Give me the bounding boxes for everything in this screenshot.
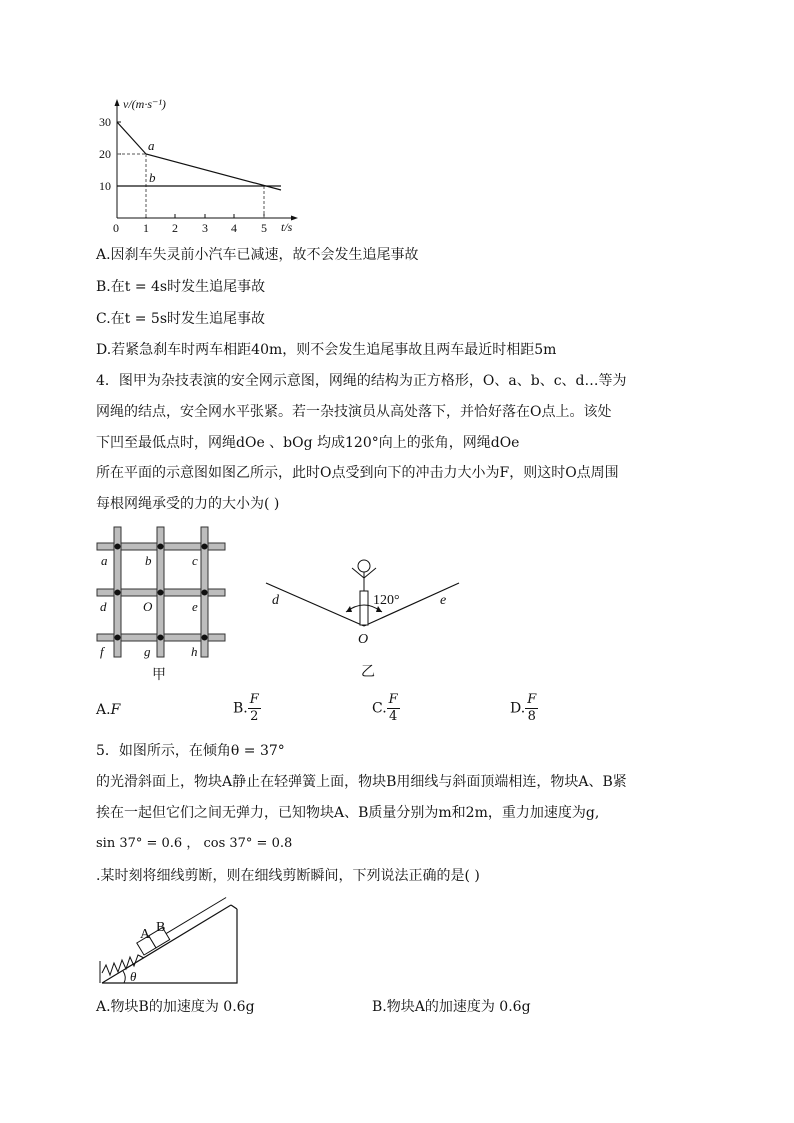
q4-option-b: B. $\frac{F}{2}$ bbox=[233, 692, 259, 724]
node-label: c bbox=[192, 553, 198, 568]
q3-option-a: A.因刹车失灵前小汽车已减速，故不会发生追尾事故 bbox=[96, 247, 419, 263]
figure-yi-ropes bbox=[260, 548, 470, 683]
q3-option-c: C.在t = 5s时发生追尾事故 bbox=[96, 311, 266, 327]
y-tick: 20 bbox=[99, 147, 111, 161]
q4-stem-line: 网绳的结点，安全网水平张紧。若一杂技演员从高处落下，并恰好落在O点上。该处 bbox=[96, 404, 612, 420]
q5-option-b: B.物块A的加速度为 0.6g bbox=[372, 999, 531, 1015]
q3-option-d: D.若紧急刹车时两车相距40m，则不会发生追尾事故且两车最近时相距5m bbox=[96, 342, 557, 358]
node-label: a bbox=[101, 553, 108, 568]
node-label: g bbox=[144, 644, 151, 659]
q5-stem-line: sin 37° = 0.6 ， cos 37° = 0.8 bbox=[96, 836, 293, 851]
x-tick: 0 bbox=[113, 221, 119, 235]
x-tick: 5 bbox=[261, 221, 267, 235]
q4-stem-line: 每根网绳承受的力的大小为( ) bbox=[96, 496, 280, 512]
q4-option-c: C. $\frac{F}{4}$ bbox=[372, 692, 398, 724]
q4-stem-line: 所在平面的示意图如图乙所示，此时O点受到向下的冲击力大小为F，则这时O点周围 bbox=[96, 465, 619, 481]
line-a bbox=[117, 122, 281, 190]
node-label: b bbox=[145, 553, 152, 568]
q5-option-a: A.物块B的加速度为 0.6g bbox=[96, 999, 255, 1015]
x-tick: 2 bbox=[172, 221, 178, 235]
q5-stem-line: 的光滑斜面上，物块A静止在轻弹簧上面，物块B用细线与斜面顶端相连，物块A、B紧 bbox=[96, 774, 627, 790]
q4-stem-line: 下凹至最低点时，网绳dOe 、bOg 均成120°向上的张角，网绳dOe bbox=[96, 435, 520, 451]
node-label: e bbox=[192, 599, 198, 614]
q3-option-b: B.在t = 4s时发生追尾事故 bbox=[96, 279, 266, 295]
figure-jia-net bbox=[95, 525, 230, 685]
q4-option-d: D. $\frac{F}{8}$ bbox=[510, 692, 537, 724]
angle-theta: θ bbox=[130, 969, 137, 984]
node-label: h bbox=[191, 644, 198, 659]
y-axis-label: v/(m·s⁻¹) bbox=[123, 97, 166, 111]
point-label-o: O bbox=[358, 632, 369, 647]
x-tick: 1 bbox=[143, 221, 149, 235]
angle-label: 120° bbox=[373, 593, 400, 608]
q5-stem-line: 挨在一起但它们之间无弹力，已知物块A、B质量分别为m和2m，重力加速度为g, bbox=[96, 805, 600, 821]
node-label: O bbox=[143, 599, 153, 614]
line-a-label: a bbox=[148, 138, 155, 153]
x-axis-label: t/s bbox=[281, 220, 293, 234]
q4-stem-line: 4．图甲为杂技表演的安全网示意图，网绳的结构为正方格形，O、a、b、c、d…等为 bbox=[96, 373, 627, 389]
q4-option-a: A.F bbox=[96, 702, 121, 718]
y-tick: 30 bbox=[99, 115, 111, 129]
figure-caption: 甲 bbox=[152, 668, 166, 683]
figure-caption: 乙 bbox=[361, 665, 375, 680]
q5-stem-line: 5．如图所示，在倾角θ = 37° bbox=[96, 743, 285, 759]
line-b-label: b bbox=[149, 170, 156, 185]
node-label: d bbox=[100, 599, 107, 614]
y-tick: 10 bbox=[99, 179, 111, 193]
vt-graph bbox=[95, 95, 315, 235]
q5-stem-line: .某时刻将细线剪断，则在细线剪断瞬间，下列说法正确的是( ) bbox=[96, 868, 480, 884]
x-tick: 4 bbox=[231, 221, 237, 235]
rope-label-e: e bbox=[440, 593, 447, 608]
incline-figure bbox=[94, 895, 244, 990]
x-tick: 3 bbox=[202, 221, 208, 235]
node-label: f bbox=[100, 644, 104, 659]
block-label-b: B bbox=[156, 920, 166, 935]
block-label-a: A bbox=[140, 927, 151, 942]
rope-label-d: d bbox=[272, 593, 279, 608]
